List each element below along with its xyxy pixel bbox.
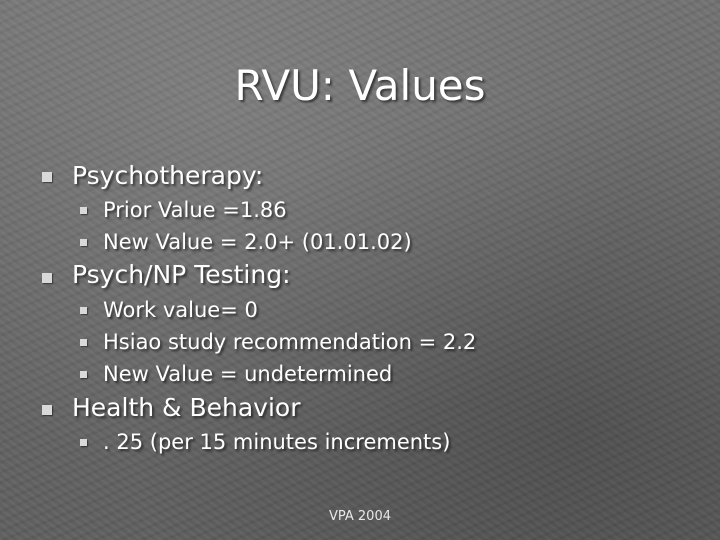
square-bullet-icon [80,371,87,378]
square-bullet-icon [42,273,52,283]
sub-bullet-new-value: New Value = 2.0+ (01.01.02) [103,230,412,254]
sub-bullet-work-value: Work value= 0 [103,298,258,322]
bullet-psychotherapy: Psychotherapy: [72,161,264,190]
bullet-psych-np-testing: Psych/NP Testing: [72,260,291,289]
sub-bullet-hsiao-study: Hsiao study recommendation = 2.2 [103,330,477,354]
square-bullet-icon [80,439,87,446]
sub-bullet-increments: . 25 (per 15 minutes increments) [103,430,451,454]
square-bullet-icon [42,405,52,415]
square-bullet-icon [80,207,87,214]
square-bullet-icon [80,339,87,346]
bullet-health-behavior: Health & Behavior [72,393,301,422]
sub-bullet-new-value-undetermined: New Value = undetermined [103,362,393,386]
sub-bullet-prior-value: Prior Value =1.86 [103,198,287,222]
square-bullet-icon [42,172,52,182]
square-bullet-icon [80,239,87,246]
slide-footer: VPA 2004 [328,509,391,524]
slide-title: RVU: Values [234,61,486,110]
square-bullet-icon [80,307,87,314]
